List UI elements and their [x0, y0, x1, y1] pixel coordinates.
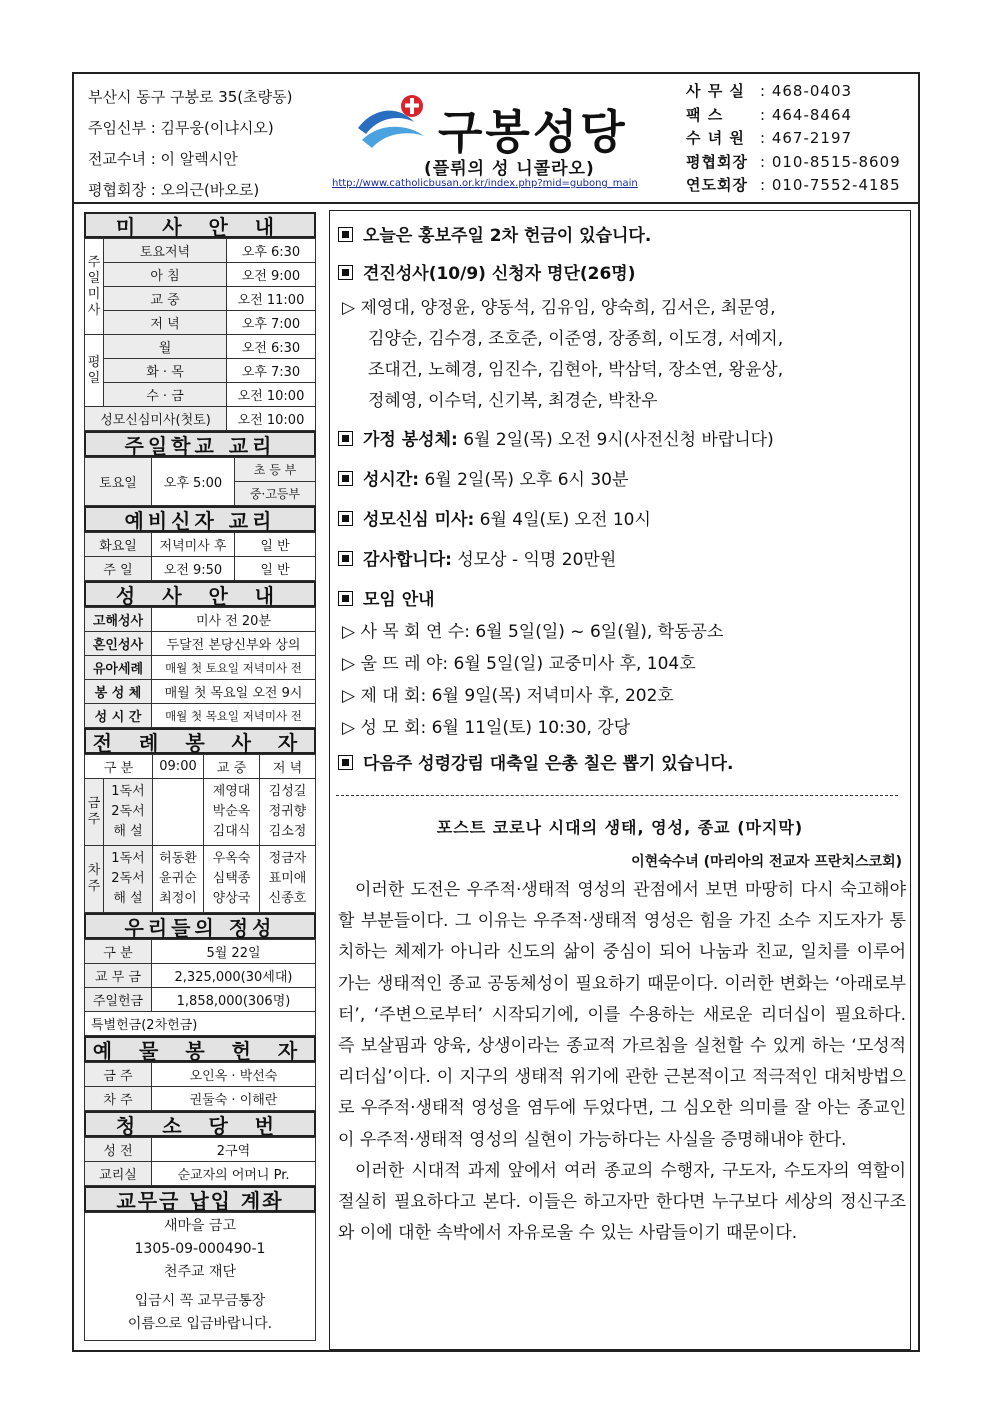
servers-names: 제영대 박순옥 김대식	[204, 779, 260, 846]
notice-item	[338, 465, 628, 490]
gift-value: 권둘숙 · 이해란	[152, 1087, 316, 1111]
notice-item	[338, 749, 733, 774]
sunday-school-table	[84, 457, 316, 506]
confirmation-names: 김양순, 김수경, 조호준, 이준영, 장종희, 이도경, 서예지,	[368, 329, 784, 349]
sacrament-desc: 두달전 본당신부와 상의	[152, 632, 316, 656]
school-group: 중·고등부	[235, 482, 316, 506]
account-holder: 천주교 재단	[163, 1264, 237, 1280]
account-note: 이름으로 입금바랍니다.	[127, 1316, 273, 1332]
address: 부산시 동구 구봉로 35(초량동)	[88, 88, 293, 106]
servers-names: 우옥숙 심택종 양상국	[204, 846, 260, 913]
pastor: 주임신부 : 김무웅(이냐시오)	[88, 119, 274, 137]
catechumen-table	[84, 532, 316, 581]
gift-table	[84, 1062, 316, 1111]
sacrament-desc: 매월 첫 목요일 저녁미사 전	[152, 704, 316, 728]
contact-value: : 010-7552-4185	[760, 176, 901, 194]
header	[74, 74, 918, 204]
mass-name: 교 중	[104, 287, 227, 311]
offering-value: 2,325,000(30세대)	[152, 964, 316, 988]
mass-name: 수 · 금	[104, 383, 227, 407]
notice-item	[338, 585, 435, 610]
parish-info	[88, 82, 293, 206]
account-heading: 교무금 납입 계좌	[84, 1186, 316, 1212]
gift-heading: 예 물 봉 헌 자	[84, 1036, 316, 1062]
offering-label: 교 무 금	[85, 964, 152, 988]
offering-value: 5월 22일	[152, 940, 316, 964]
contact-label: 수 녀 원	[686, 129, 745, 147]
sacrament-name: 고해성사	[85, 608, 152, 632]
mass-time: 오전 9:00	[227, 263, 316, 287]
notice-text: 견진성사(10/9) 신청자 명단(26명)	[363, 264, 636, 284]
article-body	[338, 875, 906, 1249]
notice-item	[338, 545, 616, 570]
catechumen-group: 일 반	[235, 557, 316, 581]
sacrament-name: 혼인성사	[85, 632, 152, 656]
contact-label: 평협회장	[686, 152, 748, 171]
parish-subtitle: (플뤼의 성 니콜라오)	[424, 159, 595, 179]
sacraments-heading: 성 사 안 내	[84, 581, 316, 607]
article-author: 이현숙수녀 (마리아의 전교자 프란치스코회)	[631, 854, 902, 870]
notice-text: 6월 2일(목) 오전 9시(사전신청 바랍니다)	[457, 430, 774, 450]
notice-label: 가정 봉성체:	[363, 430, 458, 450]
notice-label: 성시간:	[363, 470, 420, 490]
servers-heading: 전 례 봉 사 자	[84, 728, 316, 754]
notice-text: 성모상 - 익명 20만원	[451, 550, 617, 570]
account-bank: 새마을 금고	[163, 1218, 237, 1234]
offering-heading: 우리들의 정성	[84, 913, 316, 939]
divider	[336, 795, 898, 796]
catechumen-day: 주 일	[85, 557, 152, 581]
mass-name: 월	[104, 335, 227, 359]
cleaning-table	[84, 1137, 316, 1186]
contact-value: : 468-0403	[760, 82, 853, 100]
notice-text: 6월 2일(목) 오후 6시 30분	[419, 470, 629, 490]
servers-col-header: 구 분	[85, 755, 153, 779]
article-paragraph: 이러한 도전은 우주적·생태적 영성의 관점에서 보면 마땅히 다시 숙고해야 할 부분들이다. 그 이유는 우주적·생태적 영성은 힘을 가진 소수 지도자가 통치하는 체제가 아니라 신도의 삶이 중심이 되어 나눔과 친교, 일치를 이루어가는 생태적인 종교 공동체성이 필요하기 때문이다. 이러한 변화는 ‘아래로부터’, ‘주변으로부터’ 시작되기에, 이를 수용하는 새로운 리더십이 필요하다. 즉 보살핌과 양육, 상생이라는 종교적 가르침을 실천할 수 있게 하는 ‘모성적 리더십’이다. 이 지구의 생태적 위기에 관한 근본적이고 적극적인 대처방법으로 우주적·생태적 영성을 염두에 두었다면, 그 심오한 의미를 잘 아는 종교인이 우주적·생태적 영성의 실현이 가능하다는 사실을 증명해내야 한다.	[338, 880, 906, 1150]
school-group: 초 등 부	[235, 458, 316, 482]
servers-roles: 1독서 2독서 해 설	[104, 779, 153, 846]
servers-col-header: 교 중	[204, 755, 260, 779]
notice-label: 성모신심 미사:	[363, 510, 475, 530]
mass-time: 오전 6:30	[227, 335, 316, 359]
contact-row	[686, 104, 901, 128]
checkbox-icon	[338, 591, 353, 606]
account-number: 1305-09-000490-1	[134, 1241, 266, 1257]
notice-text: 모임 안내	[363, 590, 435, 610]
left-sidebar	[84, 212, 316, 1341]
catechumen-group: 일 반	[235, 533, 316, 557]
checkbox-icon	[338, 551, 353, 566]
parish-url-link[interactable]: http://www.catholicbusan.or.kr/index.php?mid=gubong_main	[332, 178, 638, 189]
servers-names: 허동환 윤귀순 최정이	[153, 846, 204, 913]
catechumen-heading: 예비신자 교리	[84, 506, 316, 532]
first-sat-mass-name: 성모신심미사(첫토)	[85, 407, 227, 431]
confirmation-names: 조대건, 노혜경, 임진수, 김현아, 박삼덕, 장소연, 왕윤상,	[368, 360, 784, 380]
servers-week-label: 차주	[85, 846, 104, 913]
mass-time: 오전 11:00	[227, 287, 316, 311]
special-offering-label: 특별헌금(2차헌금)	[85, 1012, 316, 1036]
notice-item	[338, 505, 651, 530]
catechumen-day: 화요일	[85, 533, 152, 557]
meeting-item: ▷ 제 대 회: 6월 9일(목) 저녁미사 후, 202호	[342, 686, 674, 706]
account-note: 입금시 꼭 교무금통장	[134, 1293, 266, 1309]
offering-label: 구 분	[85, 940, 152, 964]
council-president: 평협회장 : 오의근(바오로)	[88, 181, 260, 199]
mass-time: 오후 6:30	[227, 239, 316, 263]
checkbox-icon	[338, 227, 353, 242]
meeting-item: ▷ 사 목 회 연 수: 6월 5일(일) ~ 6일(월), 학동공소	[342, 622, 724, 642]
contact-value: : 467-2197	[760, 129, 853, 147]
school-day: 토요일	[85, 458, 152, 506]
sacraments-table	[84, 607, 316, 728]
contact-value: : 464-8464	[760, 105, 853, 124]
sacrament-desc: 매월 첫 목요일 오전 9시	[152, 680, 316, 704]
checkbox-icon	[338, 265, 353, 280]
contact-label: 연도회장	[686, 176, 748, 194]
catechumen-time: 오전 9:50	[152, 557, 235, 581]
mass-name: 저 녁	[104, 311, 227, 335]
checkbox-icon	[338, 471, 353, 486]
cleaning-label: 교리실	[85, 1162, 152, 1186]
sacrament-desc: 미사 전 20분	[152, 608, 316, 632]
confirmation-names: 정혜영, 이수덕, 신기복, 최경순, 박찬우	[368, 391, 658, 411]
notice-item	[338, 425, 774, 450]
contact-row	[686, 80, 901, 104]
gift-value: 오인옥 · 박선숙	[152, 1063, 316, 1087]
contact-row	[686, 174, 901, 198]
servers-col-header: 저 녁	[260, 755, 316, 779]
notice-text: 6월 4일(토) 오전 10시	[474, 510, 651, 530]
cleaning-value: 순교자의 어머니 Pr.	[152, 1162, 316, 1186]
main-content	[329, 210, 911, 1350]
servers-names	[153, 779, 204, 846]
mass-time: 오전 10:00	[227, 383, 316, 407]
offering-label: 주일헌금	[85, 988, 152, 1012]
mass-name: 토요저녁	[104, 239, 227, 263]
parish-title: 구봉성당	[438, 105, 628, 159]
meeting-item: ▷ 성 모 회: 6월 11일(토) 10:30, 강당	[342, 718, 631, 738]
servers-roles: 1독서 2독서 해 설	[104, 846, 153, 913]
mass-heading: 미 사 안 내	[84, 212, 316, 238]
account-box	[84, 1212, 316, 1341]
mass-time: 오후 7:30	[227, 359, 316, 383]
gift-label: 차 주	[85, 1087, 152, 1111]
sister: 전교수녀 : 이 알렉시안	[88, 150, 238, 168]
offering-value: 1,858,000(306명)	[152, 988, 316, 1012]
parish-logo-icon	[354, 92, 444, 152]
contact-label: 사 무 실	[686, 82, 745, 100]
checkbox-icon	[338, 431, 353, 446]
sunday-mass-label: 주일미사	[85, 239, 104, 335]
mass-name: 아 침	[104, 263, 227, 287]
notice-text: 다음주 성령강림 대축일 은총 칠은 뽑기 있습니다.	[363, 754, 734, 774]
checkbox-icon	[338, 511, 353, 526]
mass-name: 화 · 목	[104, 359, 227, 383]
servers-names: 정금자 표미애 신종호	[260, 846, 316, 913]
notice-label: 감사합니다:	[363, 550, 452, 570]
meeting-item: ▷ 울 뜨 레 야: 6월 5일(일) 교중미사 후, 104호	[342, 654, 696, 674]
sacrament-name: 유아세례	[85, 656, 152, 680]
cleaning-label: 성 전	[85, 1138, 152, 1162]
catechumen-time: 저녁미사 후	[152, 533, 235, 557]
contact-label: 팩 스	[686, 105, 724, 124]
sunday-school-heading: 주일학교 교리	[84, 431, 316, 457]
article-paragraph: 이러한 시대적 과제 앞에서 여러 종교의 수행자, 구도자, 수도자의 역할이 절실히 필요하다고 본다. 이들은 하고자만 한다면 누구보다 세상의 정신구조와 이에 대한 속박에서 자유로울 수 있는 사람들이기 때문이다.	[338, 1160, 906, 1244]
offering-table	[84, 939, 316, 1036]
sacrament-desc: 매월 첫 토요일 저녁미사 전	[152, 656, 316, 680]
contact-row	[686, 127, 901, 151]
parish-title-block	[332, 88, 674, 198]
article-title: 포스트 코로나 시대의 생태, 영성, 종교 (마지막)	[436, 818, 804, 837]
school-time: 오후 5:00	[152, 458, 235, 506]
contact-list	[686, 80, 901, 198]
bulletin-frame	[72, 72, 920, 1352]
first-sat-mass-time: 오전 10:00	[227, 407, 316, 431]
cleaning-heading: 청 소 당 번	[84, 1111, 316, 1137]
sacrament-name: 성 시 간	[85, 704, 152, 728]
sacrament-name: 봉 성 체	[85, 680, 152, 704]
servers-table	[84, 754, 316, 913]
servers-col-header: 09:00	[153, 755, 204, 779]
notice-item	[338, 259, 636, 284]
contact-row	[686, 151, 901, 175]
gift-label: 금 주	[85, 1063, 152, 1087]
confirmation-names: ▷ 제영대, 양정윤, 양동석, 김유임, 양숙희, 김서은, 최문영,	[342, 298, 776, 318]
notice-item	[338, 221, 651, 246]
mass-table	[84, 238, 316, 431]
notice-text: 오늘은 홍보주일 2차 헌금이 있습니다.	[363, 226, 652, 246]
checkbox-icon	[338, 755, 353, 770]
cleaning-value: 2구역	[152, 1138, 316, 1162]
weekday-mass-label: 평일	[85, 335, 104, 407]
mass-time: 오후 7:00	[227, 311, 316, 335]
servers-week-label: 금주	[85, 779, 104, 846]
servers-names: 김성길 정귀향 김소정	[260, 779, 316, 846]
contact-value: : 010-8515-8609	[760, 152, 901, 171]
